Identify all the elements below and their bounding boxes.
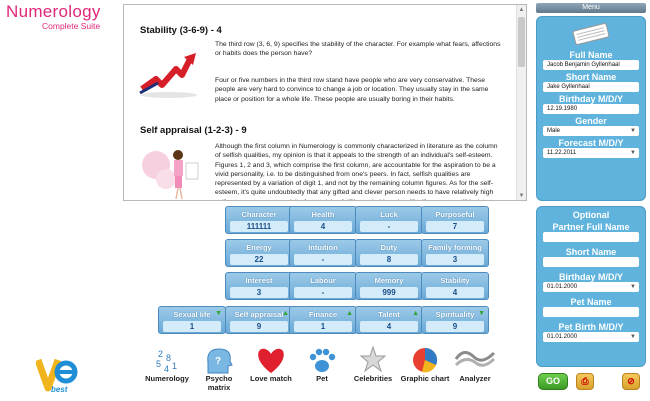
partner-short-name-input[interactable] — [543, 257, 639, 267]
chevron-down-icon: ▼ — [630, 284, 636, 290]
grid-chip-sexual-life[interactable]: ▼ Sexual life 1 — [158, 306, 226, 334]
flag-icon: ▲ — [282, 310, 289, 317]
grid-chip-talent[interactable]: ▲ Talent 4 — [355, 306, 423, 334]
grid-chip-stability[interactable]: Stability 4 — [421, 272, 489, 300]
svg-text:1: 1 — [172, 361, 178, 371]
brand-sub: best — [51, 385, 68, 394]
svg-text:4: 4 — [164, 364, 170, 374]
section-text-stability-1: The third row (3, 6, 9) specifies the stability of the character. For example what fears, affections or habits does the person have? — [215, 41, 501, 58]
nav-psycho-matrix[interactable]: ? Psycho matrix — [194, 345, 244, 395]
svg-text:2: 2 — [158, 349, 164, 359]
nav-love-match[interactable]: Love match — [246, 345, 296, 395]
grid-chip-purposeful[interactable]: Purposeful 7 — [421, 206, 489, 234]
print-icon: ⎙ — [581, 376, 589, 386]
grid-chip-spirituality[interactable]: ▼ Spirituality 9 — [421, 306, 489, 334]
partner-name-input[interactable] — [543, 232, 639, 242]
grid-chip-self-appraisal[interactable]: ▲ Self appraisal 9 — [225, 306, 293, 334]
grid-chip-health[interactable]: Health 4 — [289, 206, 357, 234]
full-name-label: Full Name — [569, 50, 613, 60]
nav-graphic-chart[interactable]: Graphic chart — [400, 345, 450, 395]
pet-birth-picker[interactable]: 01.01.2000 ▼ — [543, 332, 639, 342]
grid-chip-memory[interactable]: Memory 999 — [355, 272, 423, 300]
print-button[interactable] — [576, 373, 594, 390]
grid-chip-finance[interactable]: ▲ Finance 1 — [289, 306, 357, 334]
content-scrollbar[interactable] — [516, 5, 526, 201]
partner-birthday-label: Birthday M/D/Y — [558, 272, 623, 282]
pie-chart-icon — [400, 345, 450, 375]
description-panel[interactable] — [123, 4, 527, 201]
svg-text:?: ? — [215, 356, 222, 367]
required-info-panel — [536, 16, 646, 201]
chart-arrow-icon — [138, 49, 200, 99]
svg-text:8: 8 — [166, 353, 172, 363]
birthday-label: Birthday M/D/Y — [558, 94, 623, 104]
nav-pet[interactable]: Pet — [297, 345, 347, 395]
grid-chip-character[interactable]: Character 111111 — [225, 206, 293, 234]
scroll-down-icon[interactable]: ▼ — [518, 193, 525, 199]
pet-birth-label: Pet Birth M/D/Y — [558, 322, 624, 332]
woman-figure-icon — [142, 145, 204, 201]
scroll-up-icon[interactable]: ▲ — [518, 7, 525, 13]
keyboard-icon — [571, 20, 611, 48]
app-title: Numerology — [6, 2, 101, 21]
brand-logo — [36, 356, 78, 396]
grid-chip-energy[interactable]: Energy 22 — [225, 239, 293, 267]
app-logo-title — [6, 3, 122, 31]
analyzer-icon — [450, 345, 500, 375]
chevron-down-icon: ▼ — [630, 150, 636, 156]
short-name-label: Short Name — [565, 72, 617, 82]
forecast-date-picker[interactable]: 11.22.2011 ▼ — [543, 148, 639, 158]
pet-name-input[interactable] — [543, 307, 639, 317]
section-text-self-appraisal: Although the first column in Numerology is commonly characterized in literature as the column of selfish qualities, my opinion is that it appeals to the strength of an individual's self-esteem. Figures 1, 2 and 3, which comprise the first column, are accountable for the aspiration to be a vivid personality, i.e. to be distinguished from one's peers. In fact, selfish qualities are represented by a variation of digit 1, and not by the remaining column figures. As for the self-esteem, it's quite undoubtedly that any gifted and clever person needs to have relatively high — [215, 143, 498, 197]
section-title-self-appraisal: Self appraisal (1-2-3) - 9 — [140, 125, 247, 136]
nav-celebrities[interactable]: Celebrities — [348, 345, 398, 395]
chevron-down-icon: ▼ — [630, 128, 636, 134]
flag-icon: ▲ — [412, 310, 419, 317]
flag-icon: ▼ — [215, 310, 222, 317]
grid-chip-intuition[interactable]: Intuition - — [289, 239, 357, 267]
gender-label: Gender — [575, 116, 607, 126]
gender-select[interactable]: Male ▼ — [543, 126, 639, 136]
full-name-input[interactable]: Jacob Benjamin Gyllenhaal — [543, 60, 639, 70]
partner-birthday-picker[interactable]: 01.01.2000 ▼ — [543, 282, 639, 292]
scrollbar-thumb[interactable] — [518, 17, 525, 67]
section-text-stability-2: Four or five numbers in the third row stand have people who are very conservative. These people are very hard to convince to change a job or location. They usually stay in the same place or position for a whole life. These people are usually boring in their habits. — [215, 77, 489, 103]
numbers-icon — [142, 345, 192, 375]
birthday-input[interactable]: 12.19.1980 — [543, 104, 639, 114]
section-title-stability: Stability (3-6-9) - 4 — [140, 25, 222, 36]
chevron-down-icon: ▼ — [630, 334, 636, 340]
nav-analyzer[interactable]: Analyzer — [450, 345, 500, 395]
short-name-input[interactable]: Jake Gyllenhaal — [543, 82, 639, 92]
partner-short-name-label: Short Name — [565, 247, 617, 257]
pet-name-label: Pet Name — [570, 297, 612, 307]
star-icon — [348, 345, 398, 375]
heart-icon — [246, 345, 296, 375]
svg-text:5: 5 — [156, 359, 162, 369]
paw-icon — [297, 345, 347, 375]
grid-chip-luck[interactable]: Luck - — [355, 206, 423, 234]
menu-button[interactable]: Menu — [536, 3, 646, 13]
forecast-label: Forecast M/D/Y — [558, 138, 624, 148]
description-scroll-area — [124, 5, 516, 201]
optional-heading: Optional — [572, 210, 610, 220]
grid-chip-interest[interactable]: Interest 3 — [225, 272, 293, 300]
optional-info-panel — [536, 206, 646, 367]
clear-button[interactable] — [622, 373, 640, 390]
app-subtitle: Complete Suite — [42, 21, 101, 31]
flag-icon: ▲ — [346, 310, 353, 317]
nav-numerology[interactable]: 2 8 5 4 1 Numerology — [142, 345, 192, 395]
partner-name-label: Partner Full Name — [552, 222, 630, 232]
flag-icon: ▼ — [478, 310, 485, 317]
grid-chip-duty[interactable]: Duty 8 — [355, 239, 423, 267]
head-icon — [194, 345, 244, 375]
grid-chip-labour[interactable]: Labour - — [289, 272, 357, 300]
go-button[interactable]: GO — [538, 373, 568, 390]
grid-chip-family-forming[interactable]: Family forming 3 — [421, 239, 489, 267]
cancel-icon: ⊘ — [627, 376, 635, 386]
